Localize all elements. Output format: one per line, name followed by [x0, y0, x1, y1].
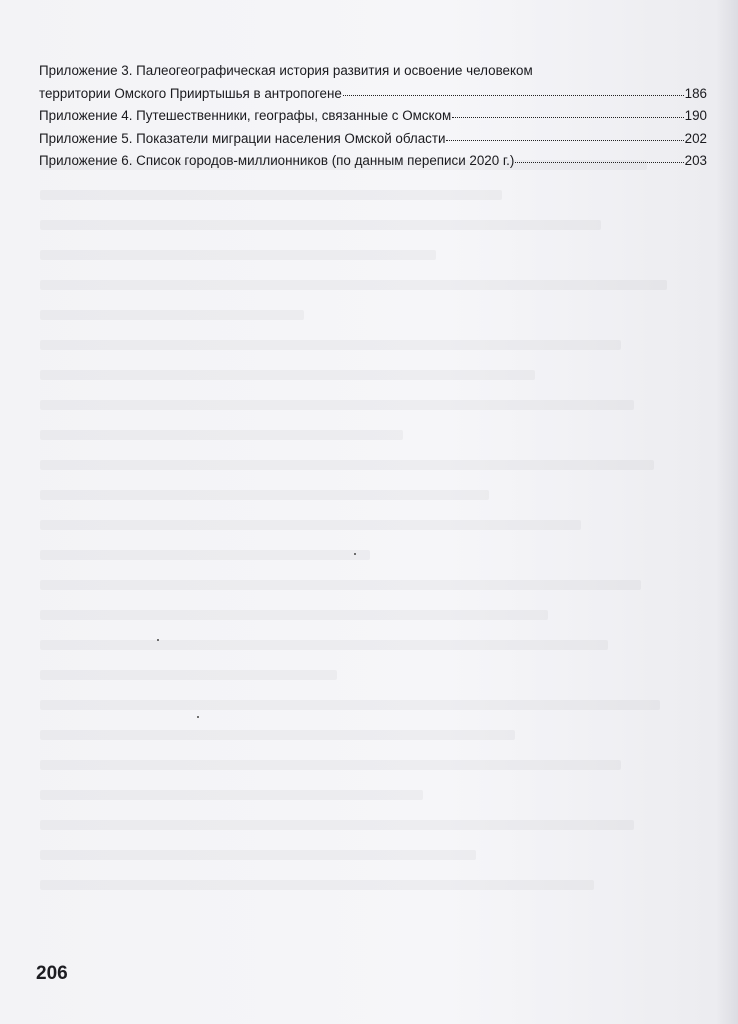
toc-entry-page: 203 [684, 153, 707, 169]
toc-entry-appendix-6[interactable] [39, 150, 707, 173]
dot-leader [452, 105, 683, 118]
page-number: 206 [36, 963, 68, 984]
toc-entry-page: 186 [684, 85, 707, 101]
toc-entry-page: 202 [684, 130, 707, 146]
toc-entry-title: Приложение 4. Путешественники, географы, связанные с Омском [39, 108, 452, 124]
paper-speck [354, 553, 356, 555]
dot-leader [515, 150, 683, 163]
toc-entry-title-line: территории Омского Прииртышья в антропогене [39, 85, 342, 101]
table-of-contents [39, 60, 707, 173]
toc-entry-title-line: Приложение 3. Палеогеографическая история развития и освоение человеком [39, 63, 533, 78]
paper-speck [157, 639, 159, 641]
paper-speck [197, 716, 199, 718]
toc-entry-page: 190 [684, 108, 707, 124]
toc-entry-title: Приложение 6. Список городов-миллионников (по данным переписи 2020 г.) [39, 153, 515, 169]
toc-entry-title: Приложение 5. Показатели миграции населения Омской области [39, 130, 446, 146]
toc-entry-appendix-3[interactable] [39, 60, 707, 105]
toc-entry-appendix-4[interactable] [39, 105, 707, 128]
show-through-text [40, 160, 700, 950]
toc-entry-appendix-5[interactable] [39, 128, 707, 151]
dot-leader [446, 128, 683, 141]
dot-leader [343, 83, 684, 96]
